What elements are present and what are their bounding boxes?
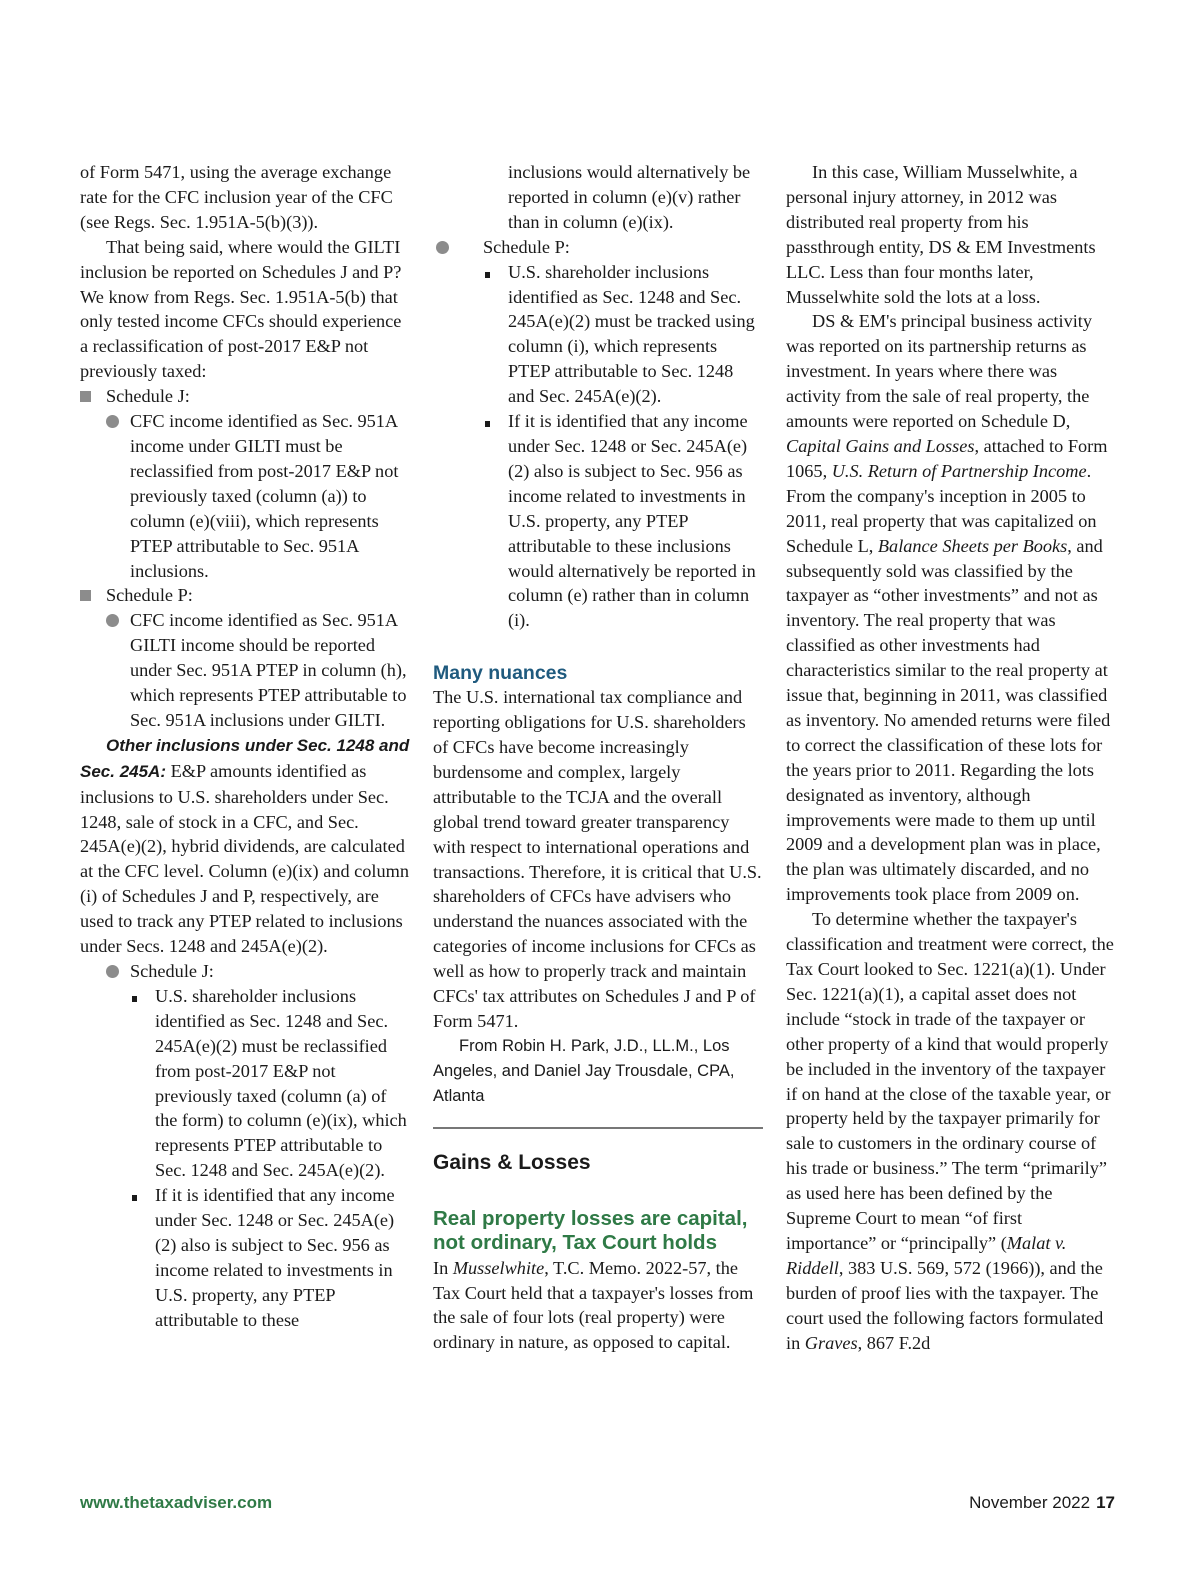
paragraph-text: , attached to Form 1065,: [786, 435, 1108, 481]
paragraph-text: , T.C. Memo. 2022-57, the Tax Court held that a taxpayer's losses from the sale of four lots (real property) were ordinary in nature, as opposed to capital.: [433, 1257, 754, 1353]
column-2: [433, 160, 763, 1355]
small-square-bullet-icon: [485, 409, 490, 434]
paragraph-text: DS & EM's principal business activity was reported on its partnership returns as investment. In years where there was activity from the sale of real property, the amounts were reported on Schedule D,: [786, 311, 1093, 432]
issue-date: November 2022: [969, 1493, 1091, 1512]
paragraph: [433, 1256, 763, 1356]
list-item-text: U.S. shareholder inclusions identified as Sec. 1248 and Sec. 245A(e)(2) must be reclassified from post-2017 E&P not previously taxed (column (a) of the form) to column (e)(ix), which represents PTEP attributable to Sec. 1248 and Sec. 245A(e)(2).: [155, 985, 407, 1181]
paragraph-text: E&P amounts identified as inclusions to U.S. shareholders under Sec. 1248, sale of stock in a CFC, and Sec. 245A(e)(2), hybrid dividends, are calculated at the CFC level. Column (e)(ix) and column (i) of Schedules J and P, respectively, are used to track any PTEP related to inclusions under Secs. 1248 and 245A(e)(2).: [80, 760, 409, 957]
section-heading: Many nuances: [433, 662, 568, 685]
page-number: 17: [1096, 1493, 1115, 1512]
list-item-text: U.S. shareholder inclusions identified as Sec. 1248 and Sec. 245A(e)(2) must be tracked using column (i), which represents PTEP attributable to Sec. 1248 and Sec. 245A(e)(2).: [508, 261, 755, 407]
circle-bullet-icon: [436, 235, 449, 261]
run-in-heading: Other inclusions under Sec. 1248 and Sec. 245A:: [80, 735, 410, 781]
list-item-text: If it is identified that any income under Sec. 1248 or Sec. 245A(e)(2) also is subject to Sec. 956 as income related to investments in U.S. property, any PTEP attributable to these inclusions would alternatively be reported in column (e) rather than in column (i).: [508, 411, 756, 631]
list-item: [80, 583, 410, 608]
list-item: [80, 984, 410, 1183]
paragraph: The U.S. international tax compliance and reporting obligations for U.S. shareholders of CFCs have become increasingly burdensome and complex, largely attributable to the TCJA and the overall global trend toward greater transparency with respect to international operations and transactions. Therefore, it is critical that U.S. shareholders of CFCs have advisers who understand the nuances associated with the categories of income inclusions for CFCs as well as how to properly track and maintain CFCs' tax attributes on Schedules J and P of Form 5471.: [433, 687, 762, 1031]
paragraph: inclusions would alternatively be reported in column (e)(v) rather than in column (e)(ix).: [508, 162, 751, 232]
list-item-text: CFC income identified as Sec. 951A income under GILTI must be reclassified from post-2017 E&P not previously taxed (column (a)) to column (e)(viii), which represents PTEP attributable to Sec. 951A inclusions.: [130, 411, 399, 581]
list-item: [80, 409, 410, 583]
small-square-bullet-icon: [485, 260, 490, 285]
list-item-text: CFC income identified as Sec. 951A GILTI income should be reported under Sec. 951A PTEP in column (h), which represents PTEP attributable to Sec. 951A inclusions under GILTI.: [130, 610, 407, 730]
list-item-text: If it is identified that any income under Sec. 1248 or Sec. 245A(e)(2) also is subject to Sec. 956 as income related to investments in U.S. property, any PTEP attributable to these: [155, 1185, 395, 1330]
paragraph-text: In: [433, 1257, 453, 1278]
paragraph-text: , 383 U.S. 569, 572 (1966)), and the burden of proof lies with the taxpayer. The court used the following factors formulated in: [786, 1257, 1104, 1353]
paragraph-text: To determine whether the taxpayer's classification and treatment were correct, the Tax Court looked to Sec. 1221(a)(1). Under Sec. 1221(a)(1), a capital asset does not include “stock in trade of the taxpayer or other property of a kind that would properly be included in the inventory of the taxpayer if on hand at the close of the taxable year, or property held by the taxpayer primarily for sale to customers in the ordinary course of his trade or business.” The term “primarily” as used here has been defined by the Supreme Court to mean “of first importance” or “principally” (: [786, 909, 1114, 1253]
case-name: Musselwhite: [452, 1257, 545, 1278]
website-link[interactable]: www.thetaxadviser.com: [80, 1493, 273, 1512]
paragraph: of Form 5471, using the average exchange rate for the CFC inclusion year of the CFC (see Regs. Sec. 1.951A-5(b)(3)).: [80, 162, 393, 232]
paragraph-text: , and subsequently sold was classified by the taxpayer as “other investments” and not as inventory. The real property that was classified as other investments had characteristics similar to the real property at issue that, beginning in 2011, was classified as inventory. No amended returns were filed to correct the classification of these lots for the years prior to 2011. Regarding the lots designated as inventory, although improvements were made to them up until 2009 and a development plan was in place, the plan was ultimately discarded, and no improvements took place from 2009 on.: [786, 535, 1111, 905]
case-name: Graves: [804, 1332, 858, 1353]
page-footer: [969, 1493, 1115, 1513]
square-bullet-icon: [80, 583, 91, 608]
list-item: [80, 608, 410, 733]
form-title: Balance Sheets per Books: [877, 535, 1068, 556]
column-3: [786, 160, 1116, 1356]
article-headline: Real property losses are capital, not ordinary, Tax Court holds: [433, 1206, 748, 1255]
paragraph-text: . From the company's inception in 2005 to 2011, real property that was capitalized on Schedule L,: [786, 460, 1097, 556]
circle-bullet-icon: [106, 409, 119, 435]
byline: From Robin H. Park, J.D., LL.M., Los Angeles, and Daniel Jay Trousdale, CPA, Atlanta: [433, 1036, 735, 1105]
paragraph: That being said, where would the GILTI inclusion be reported on Schedules J and P? We know from Regs. Sec. 1.951A-5(b) that only tested income CFCs should experience a reclassification of post-2017 E&P not previously taxed:: [80, 236, 402, 382]
paragraph: In this case, William Musselwhite, a personal injury attorney, in 2012 was distributed real property from his passthrough entity, DS & EM Investments LLC. Less than four months later, Musselwhite sold the lots at a loss.: [786, 162, 1096, 307]
divider: [433, 1127, 763, 1129]
square-bullet-icon: [80, 384, 91, 409]
paragraph: [786, 907, 1116, 1355]
paragraph: [80, 733, 410, 959]
case-name: Malat v. Riddell: [786, 1232, 1067, 1278]
list-item: [433, 260, 763, 409]
list-item: [433, 235, 763, 260]
small-square-bullet-icon: [132, 984, 137, 1009]
list-item-label: Schedule P:: [483, 236, 570, 257]
list-item: [80, 959, 410, 984]
paragraph-text: , 867 F.2d: [857, 1332, 931, 1353]
circle-bullet-icon: [106, 608, 119, 634]
paragraph: [786, 309, 1116, 907]
form-title: Capital Gains and Losses: [786, 435, 975, 456]
list-item: [80, 384, 410, 409]
list-item: [433, 409, 763, 633]
small-square-bullet-icon: [132, 1183, 137, 1208]
list-item: [80, 1183, 410, 1332]
list-item-label: Schedule P:: [106, 585, 193, 606]
circle-bullet-icon: [106, 959, 119, 985]
form-title: U.S. Return of Partnership Income: [831, 460, 1087, 481]
list-item-label: Schedule J:: [106, 386, 190, 407]
section-title: Gains & Losses: [433, 1150, 591, 1174]
list-item-label: Schedule J:: [130, 961, 214, 981]
column-1: [80, 160, 410, 1333]
